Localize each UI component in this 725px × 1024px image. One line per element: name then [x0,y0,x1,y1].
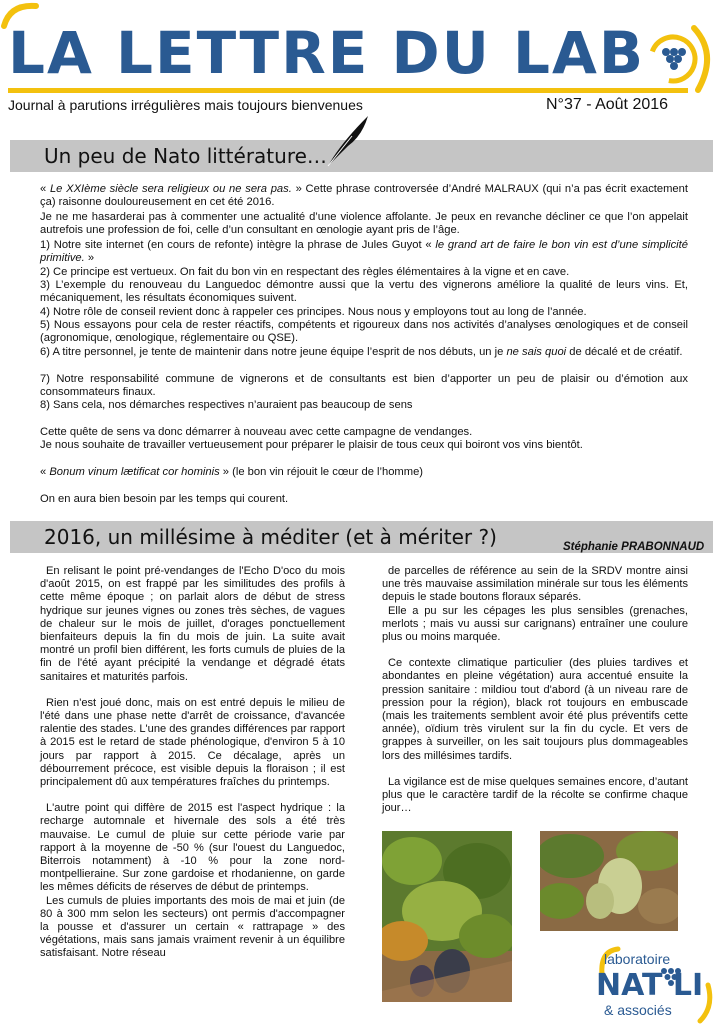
masthead-rule [8,88,688,93]
list-item: 6) A titre personnel, je tente de maintenir dans notre jeune équipe l’esprit de nos débuts, un je ne sais quoi de décalé et de créatif. [40,346,683,358]
quill-icon [322,110,374,170]
logo-laboratoire: laboratoire [604,951,671,967]
section2-left-column [40,565,345,974]
list-item: 3) L’exemple du renouveau du Languedoc démontre aussi que la vertu des vignerons améliore la qualité de leurs vins. Et, mécaniquement, les résultats économiques suivent. [40,279,688,305]
list-item: 4) Notre rôle de conseil revient donc à rappeler ces principes. Nous nous y employons tout au long de l’année. [40,306,587,318]
list-item: 2) Ce principe est vertueux. On fait du bon vin en respectant des règles élémentaires à la vigne et en cave. [40,266,570,278]
vineyard-photo-cluster [540,831,678,931]
list-item: 5) Nous essayons pour cela de rester réactifs, compétents et rigoureux dans nos activités d’analyses œnologiques et de conseil (agronomique, œnologique, réglementaire ou QSE). [40,319,688,345]
author-byline: Stéphanie PRABONNAUD [563,541,705,553]
section1-paragraph: Je nous souhaite de travailler vertueusement pour préparer le plaisir de tous ceux qui boiront vos vins bientôt. [40,439,583,451]
latin-quote: « Bonum vinum lætificat cor hominis » (le bon vin réjouit le cœur de l’homme) [40,466,424,478]
issue-number: N°37 - Août 2016 [546,96,669,113]
article-paragraph: Elle a pu sur les cépages les plus sensibles (grenaches, merlots ; mais vu aussi sur carignans) entraîner une coulure plus ou moins marquée. [382,604,688,644]
section2-right-column [382,565,688,828]
list-item: 1) Notre site internet (en cours de refonte) intègre la phrase de Jules Guyot « le grand art de faire le bon vin est d’une simplicité primitive. » [40,239,688,265]
section1-paragraph: On en aura bien besoin par les temps qui courent. [40,493,289,505]
list-item: 8) Sans cela, nos démarches respectives n’auraient pas beaucoup de sens [40,399,413,411]
section1-title: Un peu de Nato littérature… [44,144,327,168]
article-paragraph: Ce contexte climatique particulier (des pluies tardives et abondantes en pleine végétation) aura accentué ensuite la pression sanitaire : mildiou tout d'abord (à un niveau rare de pression pour la région), black rot toujours en embuscade (mais les traitements semblent avoir été plus préventifs cette année), oïdium très virulent sur la fin du cycle. Et vers de grappes à surveiller, on les sait toujours plus dommageables lors des millésimes tardifs. [382,657,688,762]
logo-natoli: NAT LI [596,968,704,1003]
section2-title: 2016, un millésime à méditer (et à mériter ?) [44,525,497,549]
article-paragraph: de parcelles de référence au sein de la SRDV montre ainsi une très mauvaise assimilation minérale sur tous les éléments depuis le stade boutons floraux séparés. [382,565,688,604]
logo-associes: & associés [604,1002,672,1018]
article-paragraph: L'autre point qui diffère de 2015 est l'aspect hydrique : la recharge automnale et hivernale des sols a été très mauvaise. Le cumul de pluie sur cette période varie par rapport à la moyenne de -50 % (sur l'ouest du Languedoc, Biterrois notamment) à -10 % pour la zone nord-montpellieraine. Sur zone gardoise et rhodanienne, on garde les mêmes déficits de réserves de début de printemps. [40,802,345,894]
section1-intro: « Le XXIème siècle sera religieux ou ne sera pas. » Cette phrase controversée d’André MALRAUX (qui n’a pas écrit exactement ça) raisonne douloureusement en cet été 2016. [40,183,688,209]
masthead-title: LA LETTRE DU LAB [8,19,646,87]
section1-paragraph: Je ne me hasarderai pas à commenter une actualité d’une violence affolante. Je peux en revanche décliner ce que l’on appelait autrefois une profession de foi, celle d’un consultant en œnologie ayant pris de l’âge. [40,211,688,237]
article-paragraph: Les cumuls de pluies importants des mois de mai et juin (de 80 à 300 mm selon les secteurs) ont permis d'accompagner la pousse et d'assurer un certain « rattrapage » des végétations, mais sans jamais vraiment revenir à un équilibre satisfaisant. Notre réseau [40,894,345,960]
vineyard-photo-grapes [382,831,512,1002]
masthead-tagline: Journal à parutions irrégulières mais toujours bienvenues [8,97,363,113]
section1-paragraph: Cette quête de sens va donc démarrer à nouveau avec cette campagne de vendanges. [40,426,473,438]
right-swoosh-decoration [690,24,720,94]
list-item: 7) Notre responsabilité commune de vignerons et de consultants est bien d’apporter un peu de plaisir ou d’émotion aux consommateurs finaux. [40,373,688,399]
article-paragraph: La vigilance est de mise quelques semaines encore, d’autant plus que le caractère tardif de la récolte se confirme chaque jour… [382,775,688,815]
article-paragraph: Rien n'est joué donc, mais on est entré depuis le milieu de l'été dans une phase nette d'arrêt de croissance, d'avancée ralentie des stades. L'une des grandes différences par rapport à 2015 est le retard de stade phénologique, d'environ 5 à 10 jours par rapport à 2015. Ce décalage, après un débourrement précoce, est visible depuis la floraison ; il est principalement dû aux températures fraîches du printemps. [40,696,345,789]
article-paragraph: En relisant le point pré-vendanges de l'Echo D'oco du mois d'août 2015, on est frappé par les similitudes des profils à cette même époque ; on parlait alors de début de stress hydrique sur jeunes vignes ou zones très sèches, de vagues de chaleur sur le mois de juillet, d'orages ponctuellement bienfaiteurs depuis la fin du mois de juin. La suite avait montré un profil bien différent, les forts cumuls de pluies de la fin de l'été ayant précipité la vendange et dégradé états sanitaires et maturités parfois. [40,565,345,683]
